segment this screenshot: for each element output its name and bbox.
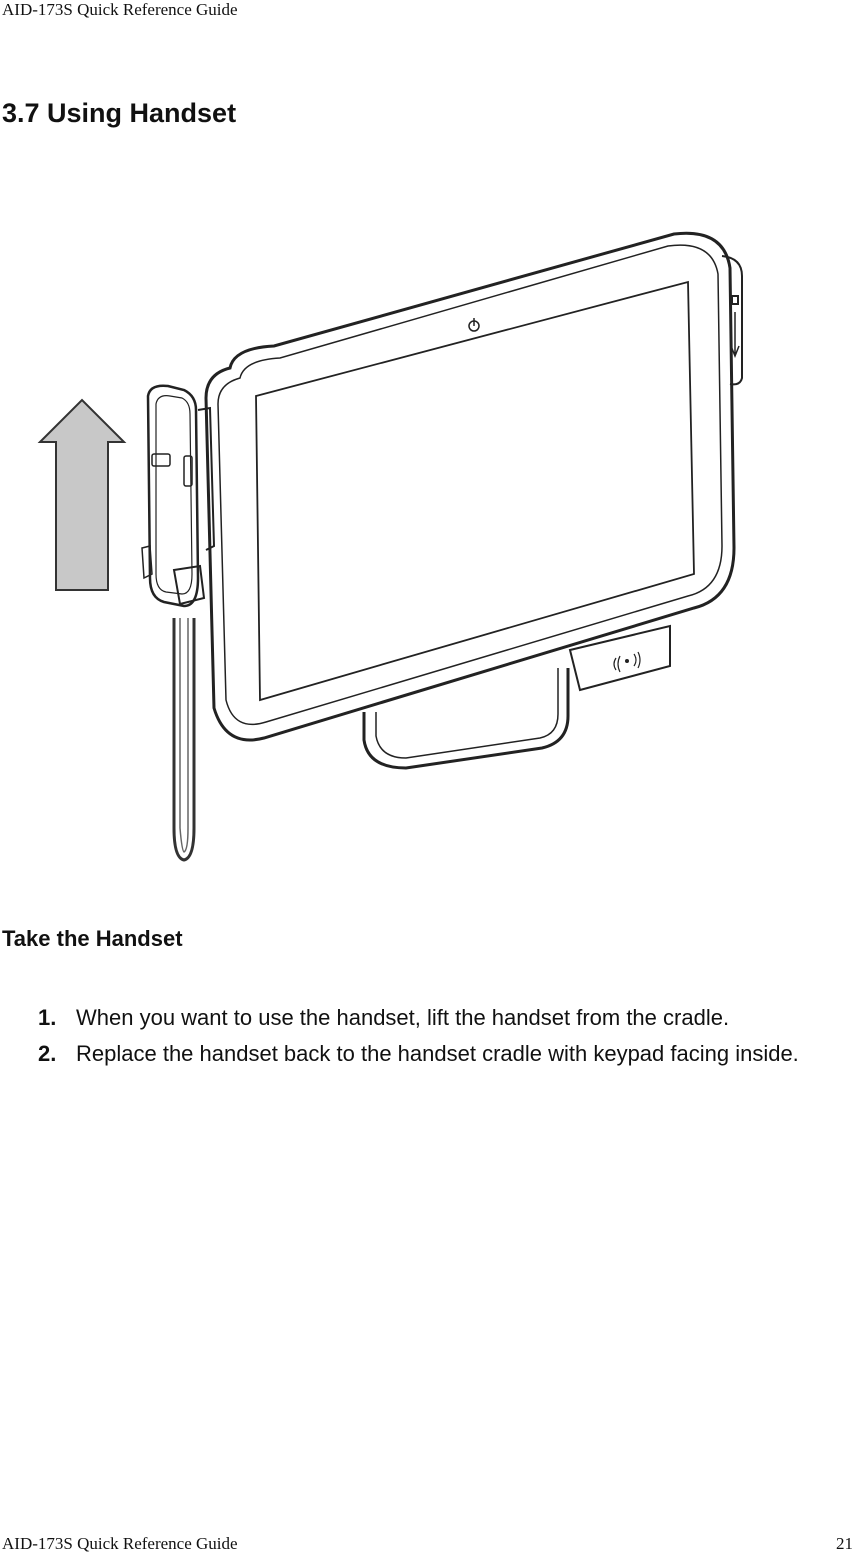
power-icon bbox=[469, 318, 479, 331]
step-number: 2. bbox=[38, 1041, 57, 1066]
step-text: When you want to use the handset, lift the handset from the cradle. bbox=[76, 1005, 730, 1030]
device-illustration bbox=[34, 228, 754, 873]
section-title: 3.7 Using Handset bbox=[2, 98, 237, 128]
up-arrow-icon bbox=[40, 400, 124, 590]
handset-cable bbox=[174, 618, 194, 860]
handset-icon bbox=[142, 386, 214, 606]
step-list bbox=[38, 1000, 838, 1072]
list-item bbox=[38, 1036, 838, 1072]
page-header: AID-173S Quick Reference Guide bbox=[2, 0, 238, 19]
page-number: 21 bbox=[836, 1534, 853, 1553]
nfc-reader-icon bbox=[570, 626, 670, 690]
page-footer: AID-173S Quick Reference Guide bbox=[2, 1534, 238, 1553]
tablet-device-icon bbox=[206, 233, 734, 740]
step-text: Replace the handset back to the handset cradle with keypad facing inside. bbox=[76, 1041, 799, 1066]
list-item bbox=[38, 1000, 838, 1036]
subheading: Take the Handset bbox=[2, 926, 183, 951]
step-number: 1. bbox=[38, 1005, 57, 1030]
